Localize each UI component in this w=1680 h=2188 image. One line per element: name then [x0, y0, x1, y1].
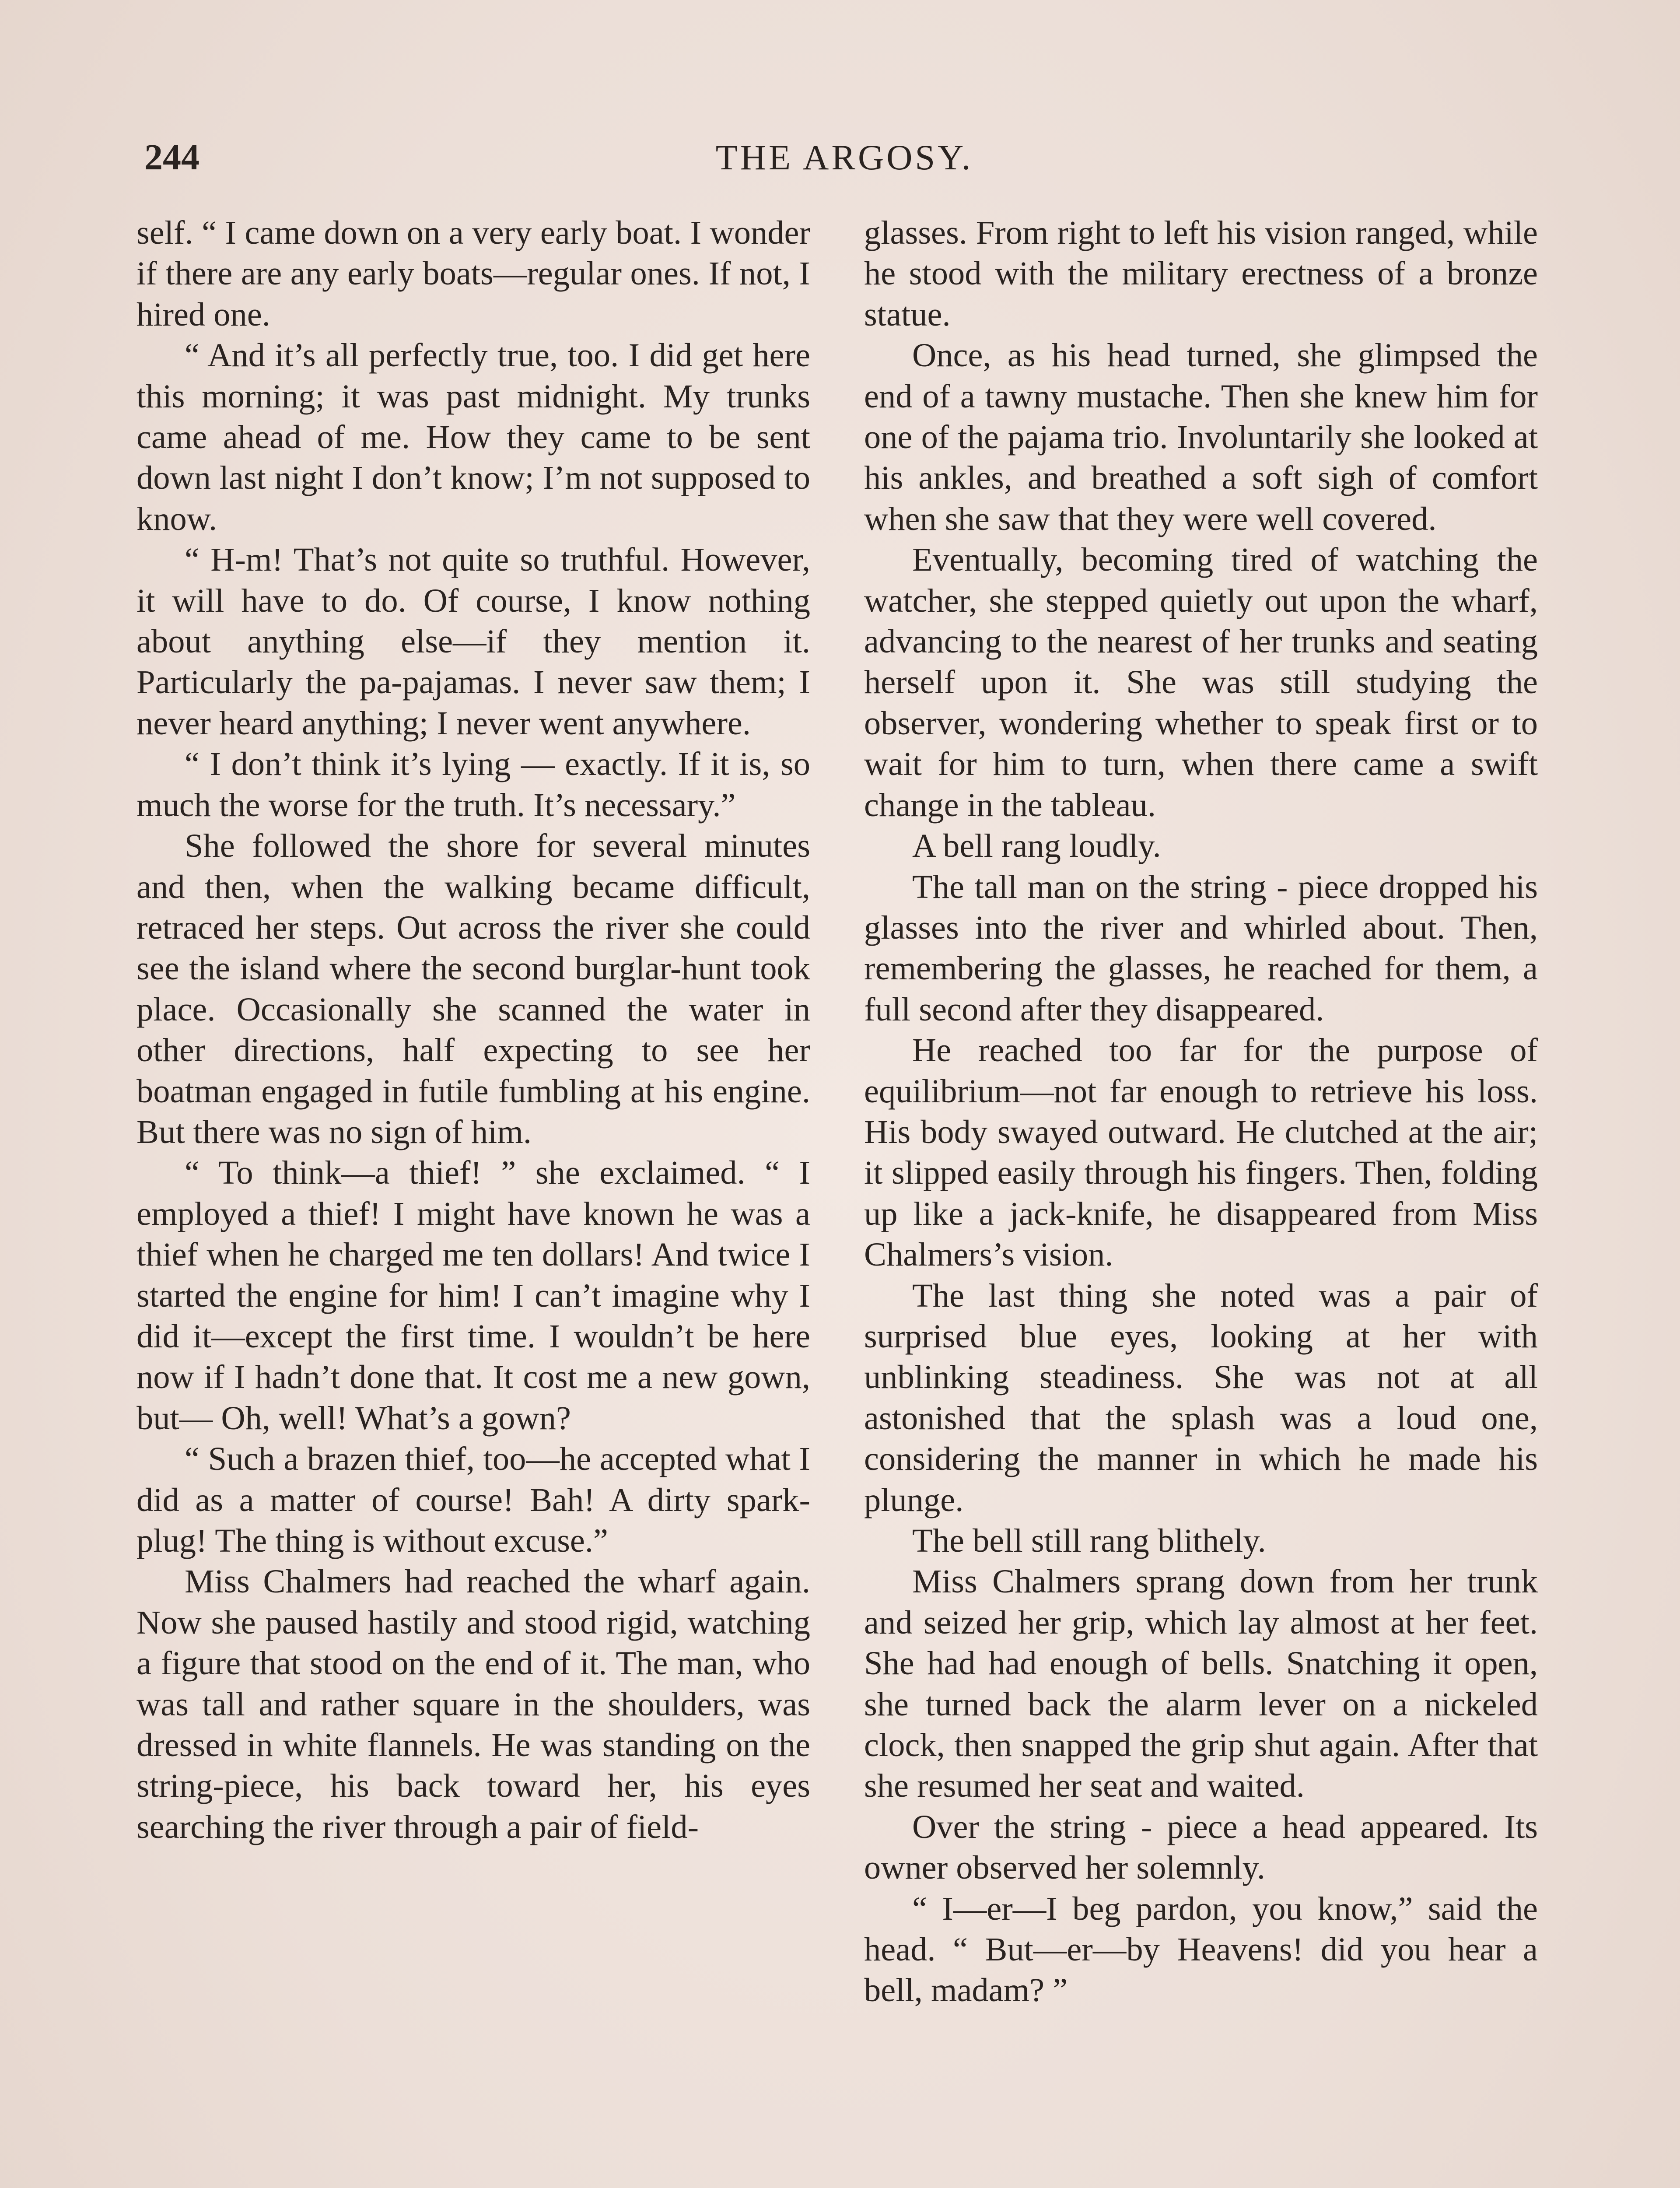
- paragraph: “ Such a brazen thief, too—he accepted what I did as a matter of course! Bah! A dirty spark-plug! The thing is without excuse.”: [136, 1440, 810, 1559]
- page-number: 244: [144, 137, 200, 178]
- paragraph: “ And it’s all perfectly true, too. I did get here this morning; it was past midnight. My trunks came ahead of me. How they came to be sent down last night I don’t know; I’m not supposed to know.: [136, 337, 810, 537]
- text-column-left: [136, 212, 810, 2188]
- paragraph: A bell rang loudly.: [912, 827, 1161, 865]
- paragraph: Miss Chalmers had reached the wharf again. Now she paused hastily and stood rigid, watching a figure that stood on the end of it. The man, who was tall and rather square in the shoulders, was dressed in white flannels. He was standing on the string-piece, his back toward her, his eyes searching the river through a pair of field-: [136, 1563, 810, 1845]
- paragraph: Over the string - piece a head appeared. Its owner observed her solemnly.: [864, 1808, 1538, 1886]
- paragraph: glasses. From right to left his vision ranged, while he stood with the military erectness of a bronze statue.: [864, 214, 1538, 333]
- text-column-right: [864, 212, 1538, 2188]
- paragraph: “ I—er—I beg pardon, you know,” said the head. “ But—er—by Heavens! did you hear a bell, madam? ”: [864, 1890, 1538, 2009]
- paragraph: Eventually, becoming tired of watching the watcher, she stepped quietly out upon the wharf, advancing to the nearest of her trunks and seating herself upon it. She was still studying the observer, wondering whether to speak first or to wait for him to turn, when there came a swift change in the tableau.: [864, 541, 1538, 824]
- paragraph: “ I don’t think it’s lying — exactly. If it is, so much the worse for the truth. It’s necessary.”: [136, 745, 810, 824]
- paragraph: “ To think—a thief! ” she exclaimed. “ I employed a thief! I might have known he was a thief when he charged me ten dollars! And twice I started the engine for him! I can’t imagine why I did it—except the first time. I wouldn’t be here now if I hadn’t done that. It cost me a new gown, but— Oh, well! What’s a gown?: [136, 1154, 810, 1437]
- paragraph: Miss Chalmers sprang down from her trunk and seized her grip, which lay almost at her feet. She had had enough of bells. Snatching it open, she turned back the alarm lever on a nickeled clock, then snapped the grip shut again. After that she resumed her seat and waited.: [864, 1563, 1538, 1805]
- paragraph: The bell still rang blithely.: [912, 1522, 1266, 1559]
- paragraph: He reached too far for the purpose of equilibrium—not far enough to retrieve his loss. His body swayed outward. He clutched at the air; it slipped easily through his fingers. Then, folding up like a jack-knife, he disappeared from Miss Chalmers’s vision.: [864, 1031, 1538, 1273]
- paragraph: self. “ I came down on a very early boat. I wonder if there are any early boats—regular ones. If not, I hired one.: [136, 214, 810, 333]
- paragraph: The last thing she noted was a pair of surprised blue eyes, looking at her with unblinking steadiness. She was not at all astonished that the splash was a loud one, considering the manner in which he made his plunge.: [864, 1276, 1538, 1518]
- paragraph: “ H-m! That’s not quite so truthful. However, it will have to do. Of course, I know nothing about anything else—if they mention it. Particularly the pa-pajamas. I never saw them; I never heard anything; I never went anywhere.: [136, 541, 810, 742]
- running-header: [144, 131, 1544, 184]
- paragraph: The tall man on the string - piece dropped his glasses into the river and whirled about. Then, remembering the glasses, he reached for them, a full second after they disappeared.: [864, 868, 1538, 1028]
- paragraph: Once, as his head turned, she glimpsed the end of a tawny mustache. Then she knew him for one of the pajama trio. Involuntarily she looked at his ankles, and breathed a soft sigh of comfort when she saw that they were well covered.: [864, 337, 1538, 537]
- running-title: THE ARGOSY.: [715, 137, 973, 177]
- paragraph: She followed the shore for several minutes and then, when the walking became difficult, retraced her steps. Out across the river she could see the island where the second burglar-hunt took place. Occasionally she scanned the water in other directions, half expecting to see her boatman engaged in futile fumbling at his engine. But there was no sign of him.: [136, 827, 810, 1150]
